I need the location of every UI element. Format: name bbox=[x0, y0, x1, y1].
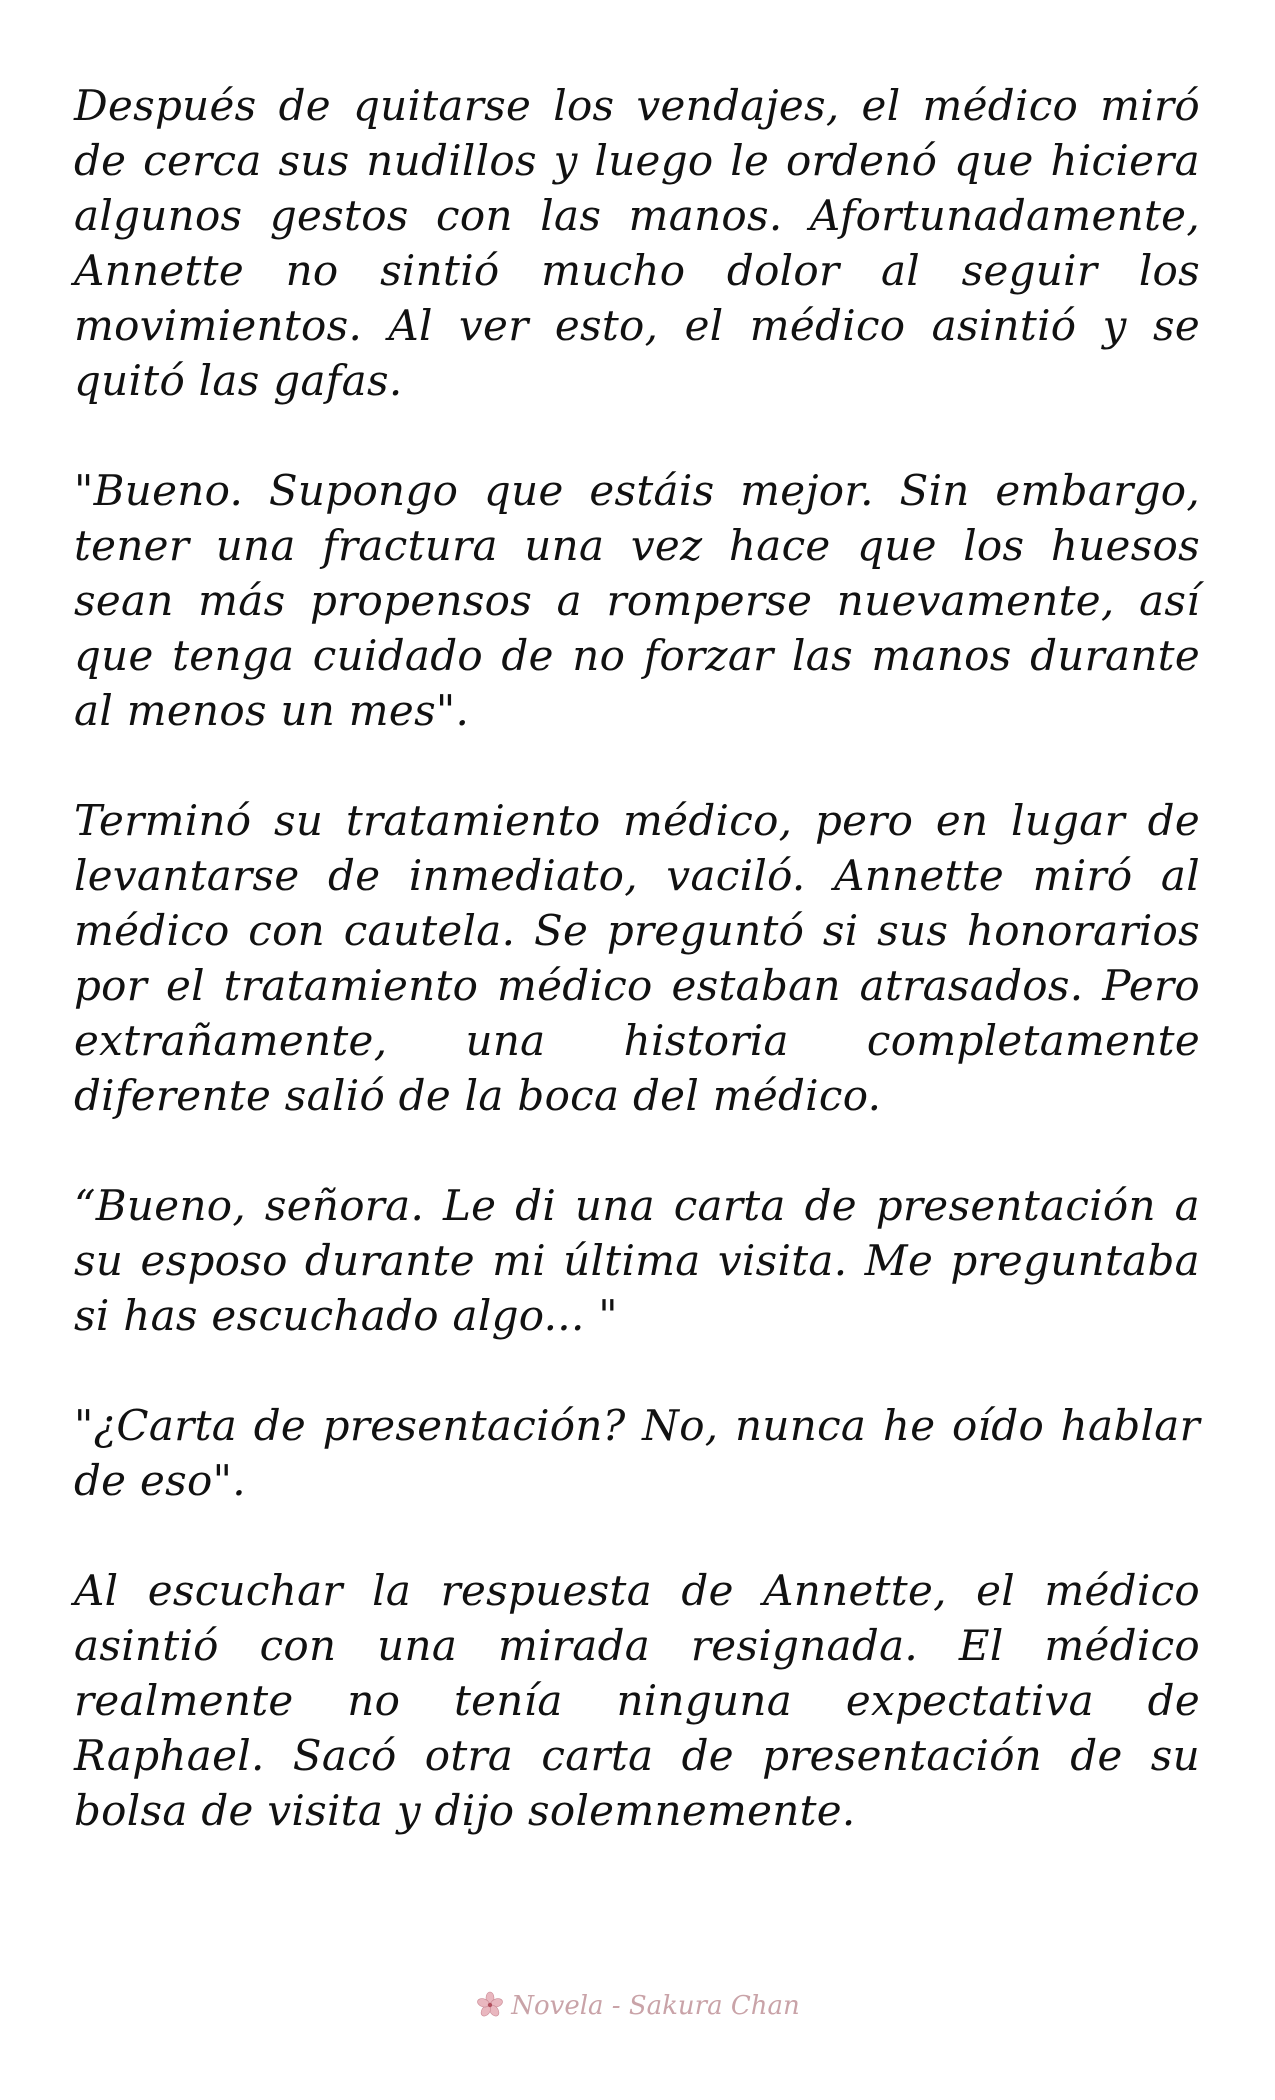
paragraph-5: "¿Carta de presentación? No, nunca he oído hablar de eso". bbox=[74, 1401, 1200, 1505]
paragraph-2: "Bueno. Supongo que estáis mejor. Sin embargo, tener una fractura una vez hace que los huesos sean más propensos a romperse nuevamente, así que tenga cuidado de no forzar las manos durante al menos un mes". bbox=[74, 466, 1200, 735]
watermark-text: Novela - Sakura Chan bbox=[511, 1991, 800, 2021]
paragraph-3: Terminó su tratamiento médico, pero en lugar de levantarse de inmediato, vaciló. Annette miró al médico con cautela. Se preguntó si sus honorarios por el tratamiento médico estaban atrasados. Pero extrañamente, una historia completamente diferente salió de la boca del médico. bbox=[74, 796, 1200, 1120]
watermark-footer bbox=[0, 1990, 1275, 2021]
sakura-flower-icon bbox=[475, 1990, 505, 2020]
paragraph-4: “Bueno, señora. Le di una carta de presentación a su esposo durante mi última visita. Me preguntaba si has escuchado algo... " bbox=[74, 1181, 1200, 1340]
document-body bbox=[74, 78, 1200, 1893]
paragraph-1: Después de quitarse los vendajes, el médico miró de cerca sus nudillos y luego le ordenó que hiciera algunos gestos con las manos. Afortunadamente, Annette no sintió mucho dolor al seguir los movimientos. Al ver esto, el médico asintió y se quitó las gafas. bbox=[74, 81, 1200, 405]
paragraph-6: Al escuchar la respuesta de Annette, el médico asintió con una mirada resignada. El médico realmente no tenía ninguna expectativa de Raphael. Sacó otra carta de presentación de su bolsa de visita y dijo solemnemente. bbox=[74, 1566, 1200, 1835]
